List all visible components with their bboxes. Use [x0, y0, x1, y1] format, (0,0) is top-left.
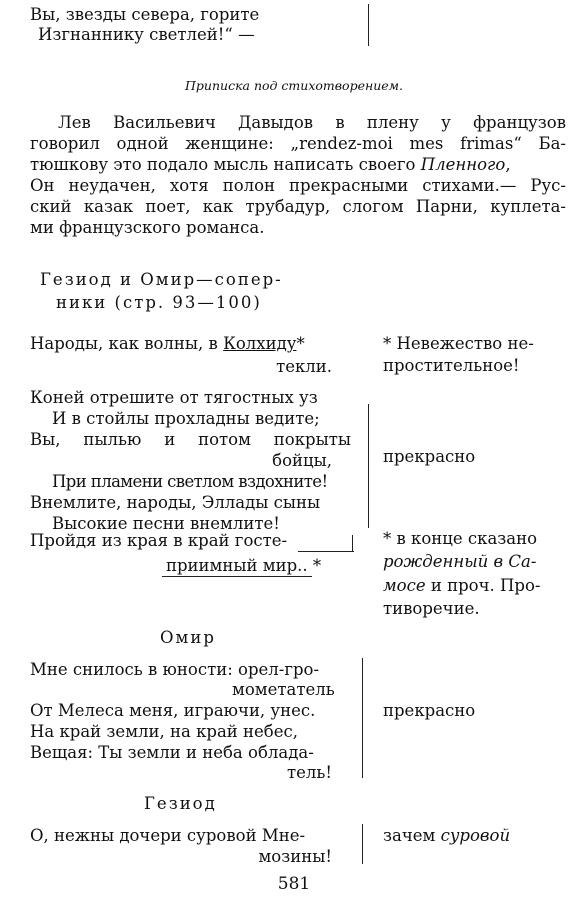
verse-line: бойцы, [272, 451, 332, 470]
margin-note: * в конце сказано [383, 529, 538, 548]
paragraph-line: говорил одной женщине: „rendez-moi mes frimas“ Ба- [30, 134, 566, 153]
underline [298, 551, 354, 552]
margin-rule [368, 4, 369, 46]
footnote-mark: . * [302, 556, 322, 575]
verse-line: мометатель [232, 680, 335, 699]
verse-line: Вещая: Ты земли и неба облада- [30, 743, 314, 762]
paragraph-text: тюшкову это подало мысль написать своего [30, 155, 421, 174]
verse-line: Вы, звезды севера, горите [30, 5, 260, 24]
margin-rule [362, 824, 363, 864]
verse-line: Внемлите, народы, Эллады сыны [30, 493, 321, 512]
margin-note-text: и проч. Про- [425, 576, 541, 595]
underline [162, 576, 312, 577]
paragraph-line: ми французского романса. [30, 218, 265, 237]
margin-note-italic: мосе [383, 576, 426, 595]
underlined-word: Колхиду [223, 334, 297, 353]
margin-note: * Невежество не- [383, 334, 534, 353]
verse-line: текли. [276, 357, 332, 376]
underlined-word: приимный мир. [166, 556, 303, 575]
margin-note: тиворечие. [383, 599, 480, 618]
verse-line: О, нежны дочери суровой Мне- [30, 826, 306, 845]
postscript-heading: Приписка под стихотворением. [185, 78, 403, 93]
verse-line: На край земли, на край небес, [30, 722, 298, 741]
margin-note: прекрасно [383, 447, 476, 466]
margin-note: рожденный в Са- [383, 552, 537, 571]
verse-text: Народы, как волны, в [30, 334, 224, 353]
verse-line: При пламени светлом вздохните! [52, 472, 328, 491]
margin-note [383, 576, 540, 596]
margin-note-italic: суровой [440, 826, 511, 845]
underline-bracket [352, 535, 353, 551]
page-number: 581 [277, 874, 311, 894]
paragraph-line [30, 155, 566, 175]
margin-rule [362, 658, 363, 778]
verse-line: От Мелеса меня, играючи, унес. [30, 701, 316, 720]
verse-text: Пройдя из края в край [30, 531, 235, 550]
paragraph-italic: Пленного [420, 155, 506, 174]
verse-line: Мне снилось в юности: орел-гро- [30, 660, 320, 679]
section-title: ники (стр. 93—100) [56, 293, 262, 312]
verse-line [30, 334, 305, 354]
verse-line [30, 531, 287, 551]
paragraph-line: Он неудачен, хотя полон прекрасными стихами.— Рус- [30, 176, 566, 195]
verse-line: И в стойлы прохладны ведите; [52, 409, 320, 428]
paragraph-text: , [505, 155, 511, 174]
verse-line: мозины! [258, 847, 332, 866]
margin-note-text: зачем [383, 826, 441, 845]
footnote-mark: * [296, 334, 305, 353]
paragraph-line: ский казак поет, как трубадур, слогом Парни, куплета- [30, 197, 566, 216]
margin-note: прекрасно [383, 701, 476, 720]
verse-line: Вы, пылью и потом покрыты [30, 430, 351, 449]
margin-note: простительное! [383, 356, 520, 375]
verse-line: Коней отрешите от тягостных уз [30, 388, 318, 407]
section-title: Гезиод и Омир—сопер- [40, 270, 283, 289]
section-title: Гезиод [144, 794, 217, 813]
verse-line: Изгнаннику светлей!“ — [38, 25, 255, 44]
underlined-word: госте- [234, 531, 288, 550]
verse-line [166, 556, 321, 576]
verse-line: тель! [287, 763, 332, 782]
paragraph-line: Лев Васильевич Давыдов в плену у французов [58, 113, 566, 132]
verse-line: Высокие песни внемлите! [52, 514, 280, 533]
section-title: Омир [160, 628, 216, 647]
margin-rule [368, 404, 369, 528]
margin-note [383, 826, 510, 846]
